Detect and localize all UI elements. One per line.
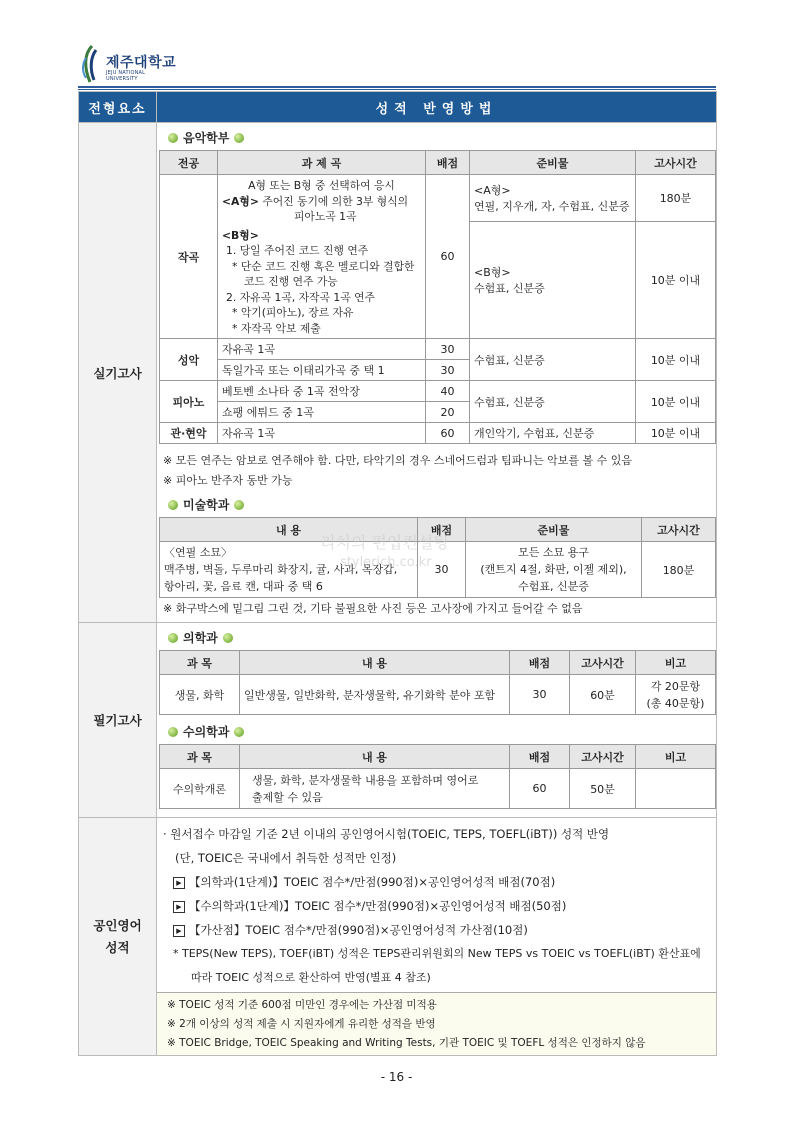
watermark-url: stylerich.co.kr: [340, 555, 432, 570]
english-line: · 원서접수 마감일 기준 2년 이내의 공인영어시험(TOEIC, TEPS, TOEFL(iBT)) 성적 반영: [163, 827, 610, 841]
med-subject: 생물, 화학: [160, 675, 240, 715]
piano-task-1: 베토벤 소나타 중 1곡 전악장: [218, 381, 426, 402]
music-note-2: ※ 피아노 반주자 동반 가능: [163, 474, 293, 487]
med-time: 60분: [570, 675, 636, 715]
med-header-content: 내 용: [240, 651, 510, 675]
task-line: 2. 자유곡 1곡, 자작곡 1곡 연주: [226, 290, 375, 304]
english-formula-med: [163, 870, 716, 894]
vet-title: 수의학과: [183, 725, 230, 739]
category-written: 필기고사: [79, 623, 157, 818]
english-formula-bonus: [163, 918, 716, 942]
logo-subtext: JEJU NATIONAL UNIVERSITY: [106, 70, 146, 82]
task-line: 코드 진행 연주 가능: [244, 275, 338, 288]
english-formula-vet: [163, 894, 716, 918]
green-bullet-icon: [223, 633, 233, 643]
category-practical: 실기고사: [79, 123, 157, 623]
composition-prep-a: [470, 175, 636, 222]
art-note: ※ 화구박스에 밑그림 그린 것, 기타 불필요한 사진 등은 고사장에 가지고 들어갈 수 없음: [163, 602, 583, 615]
orchestra-task: 자유곡 1곡: [218, 423, 426, 444]
prep-line: <B형>: [474, 265, 511, 279]
piano-task-2: 쇼팽 에튀드 중 1곡: [218, 402, 426, 423]
music-header-prep: 준비물: [470, 151, 636, 175]
english-note: ※ TOEIC 성적 기준 600점 미만인 경우에는 가산점 미적용: [167, 999, 437, 1011]
prep-line: 수험표, 신분증: [474, 281, 545, 295]
category-english: [79, 818, 157, 1056]
vet-section-title: [157, 715, 716, 744]
task-line: * 자작곡 악보 제출: [232, 321, 321, 335]
art-header-score: 배점: [418, 518, 466, 542]
med-header-subject: 과 목: [160, 651, 240, 675]
art-header-content: 내 용: [160, 518, 418, 542]
art-header-prep: 준비물: [466, 518, 642, 542]
music-header-task: 과 제 곡: [218, 151, 426, 175]
english-content: [157, 818, 717, 1056]
vocal-time: 10분 이내: [636, 339, 716, 381]
orchestra-time: 10분 이내: [636, 423, 716, 444]
english-rules: [157, 818, 716, 990]
prep-line: 수험표, 신분증: [518, 580, 589, 593]
formula-text: 【의학과(1단계)】TOEIC 점수*/만점(990점)×공인영어성적 배점(70점): [189, 875, 556, 889]
composition-time-a: 180분: [636, 175, 716, 222]
music-table: [159, 150, 716, 444]
page-number: - 16 -: [380, 1070, 413, 1084]
vet-header-subject: 과 목: [160, 745, 240, 769]
vet-subject: 수의학개론: [160, 769, 240, 809]
vocal-task-1: 자유곡 1곡: [218, 339, 426, 360]
piano-time: 10분 이내: [636, 381, 716, 423]
med-header-time: 고사시간: [570, 651, 636, 675]
med-header-score: 배점: [510, 651, 570, 675]
art-score: 30: [418, 542, 466, 598]
note-line: (총 40문항): [646, 696, 705, 710]
composition-prep-b: [470, 221, 636, 338]
green-bullet-icon: [168, 633, 178, 643]
content-line: 출제할 수 있음: [252, 790, 323, 804]
vet-header-time: 고사시간: [570, 745, 636, 769]
music-title: 음악학부: [183, 131, 230, 145]
med-table: [159, 650, 716, 715]
vet-time: 50분: [570, 769, 636, 809]
formula-text: 【가산점】TOEIC 점수*/만점(990점)×공인영어성적 가산점(10점): [189, 923, 528, 937]
vet-note: [636, 769, 716, 809]
vet-content: [240, 769, 510, 809]
piano-prep: 수험표, 신분증: [470, 381, 636, 423]
written-content: [157, 623, 717, 818]
admission-criteria-table: [78, 91, 717, 1056]
vet-score: 60: [510, 769, 570, 809]
orchestra-prep: 개인악기, 수험표, 신분증: [470, 423, 636, 444]
logo-text: 제주대학교: [106, 55, 177, 71]
prep-line: <A형>: [474, 183, 511, 197]
header-rule: [78, 86, 716, 88]
med-note: [636, 675, 716, 715]
english-note: ※ TOEIC Bridge, TOEIC Speaking and Writing Tests, 기관 TOEIC 및 TOEFL 성적은 인정하지 않음: [167, 1037, 646, 1049]
music-section-title: [157, 123, 716, 150]
med-score: 30: [510, 675, 570, 715]
task-line: 피아노곡 1곡: [294, 210, 357, 223]
category-line: 성적: [105, 939, 130, 955]
header-rule-thin: [78, 89, 716, 90]
piano-score-2: 20: [426, 402, 470, 423]
green-bullet-icon: [234, 133, 244, 143]
university-logo: [78, 44, 178, 84]
major-piano: 피아노: [160, 381, 218, 423]
vocal-prep: 수험표, 신분증: [470, 339, 636, 381]
english-note: ※ 2개 이상의 성적 제출 시 지원자에게 유리한 성적을 반영: [167, 1018, 436, 1030]
english-line: (단, TOEIC은 국내에서 취득한 성적만 인정): [175, 851, 397, 865]
music-header-major: 전공: [160, 151, 218, 175]
content-line: 생물, 화학, 분자생물학 내용을 포함하며 영어로: [252, 773, 479, 787]
university-emblem-icon: [78, 44, 102, 84]
vocal-score-2: 30: [426, 360, 470, 381]
art-title: 미술학과: [183, 498, 230, 512]
med-header-note: 비고: [636, 651, 716, 675]
task-line: A형 또는 B형 중 선택하여 응시: [248, 179, 395, 192]
english-line: 따라 TOEIC 성적으로 환산하여 반영(별표 4 참조): [191, 971, 431, 984]
art-time: 180분: [642, 542, 716, 598]
note-line: 각 20문항: [650, 679, 701, 693]
task-line: [222, 194, 421, 210]
vet-header-note: 비고: [636, 745, 716, 769]
english-line: * TEPS(New TEPS), TOEF(iBT) 성적은 TEPS관리위원회의 New TEPS vs TOEIC vs TOEFL(iBT) 환산표에: [173, 947, 701, 960]
vocal-task-2: 독일가곡 또는 이태리가곡 중 택 1: [218, 360, 426, 381]
med-title: 의학과: [183, 631, 218, 645]
green-bullet-icon: [168, 500, 178, 510]
header-method: 성적 반영방법: [157, 92, 717, 123]
content-line: 항아리, 꽃, 음료 캔, 대파 중 택 6: [164, 580, 323, 593]
prep-line: (캔트지 4절, 화판, 이젤 제외),: [480, 563, 627, 576]
arrow-box-icon: ▶: [173, 901, 185, 913]
orchestra-score: 60: [426, 423, 470, 444]
green-bullet-icon: [168, 727, 178, 737]
arrow-box-icon: ▶: [173, 877, 185, 889]
composition-task: [218, 175, 426, 339]
task-line: * 악기(피아노), 장르 자유: [232, 306, 354, 319]
vet-header-content: 내 용: [240, 745, 510, 769]
task-text: 주어진 동기에 의한 3부 형식의: [258, 194, 409, 208]
task-line: 1. 당일 주어진 코드 진행 연주: [226, 244, 369, 257]
green-bullet-icon: [234, 500, 244, 510]
composition-score: 60: [426, 175, 470, 339]
art-section-title: [157, 490, 716, 517]
english-notes-box: [157, 992, 716, 1055]
content-line: 〈연필 소묘〉: [164, 546, 233, 559]
med-section-title: [157, 623, 716, 650]
task-line: * 단순 코드 진행 혹은 멜로디와 결합한: [232, 259, 415, 273]
arrow-box-icon: ▶: [173, 925, 185, 937]
composition-time-b: 10분 이내: [636, 221, 716, 338]
art-header-time: 고사시간: [642, 518, 716, 542]
written-row: [79, 623, 717, 818]
art-prep: [466, 542, 642, 598]
task-type-a: <A형>: [222, 194, 259, 208]
vet-header-score: 배점: [510, 745, 570, 769]
content-line: 맥주병, 벽돌, 두루마리 화장지, 귤, 사과, 목장갑,: [164, 563, 398, 576]
category-line: 공인영어: [93, 917, 142, 933]
music-header-time: 고사시간: [636, 151, 716, 175]
major-composition: 작곡: [160, 175, 218, 339]
vet-table: [159, 744, 716, 809]
major-orchestra: 관·현악: [160, 423, 218, 444]
header-criteria: 전형요소: [79, 92, 157, 123]
piano-score-1: 40: [426, 381, 470, 402]
med-content: 일반생물, 일반화학, 분자생물학, 유기화학 분야 포함: [240, 675, 510, 715]
vocal-score-1: 30: [426, 339, 470, 360]
major-vocal: 성악: [160, 339, 218, 381]
task-type-b: <B형>: [222, 228, 259, 242]
green-bullet-icon: [168, 133, 178, 143]
green-bullet-icon: [234, 727, 244, 737]
english-row: [79, 818, 717, 1056]
watermark-text: 리치의 편입컨설팅: [320, 533, 449, 552]
music-header-score: 배점: [426, 151, 470, 175]
prep-line: 모든 소묘 용구: [518, 546, 589, 559]
music-note-1: ※ 모든 연주는 암보로 연주해야 함. 다만, 타악기의 경우 스네어드럼과 팀파니는 악보를 볼 수 있음: [163, 454, 632, 467]
prep-line: 연필, 지우개, 자, 수험표, 신분증: [474, 199, 630, 213]
formula-text: 【수의학과(1단계)】TOEIC 점수*/만점(990점)×공인영어성적 배점(50점): [189, 899, 567, 913]
